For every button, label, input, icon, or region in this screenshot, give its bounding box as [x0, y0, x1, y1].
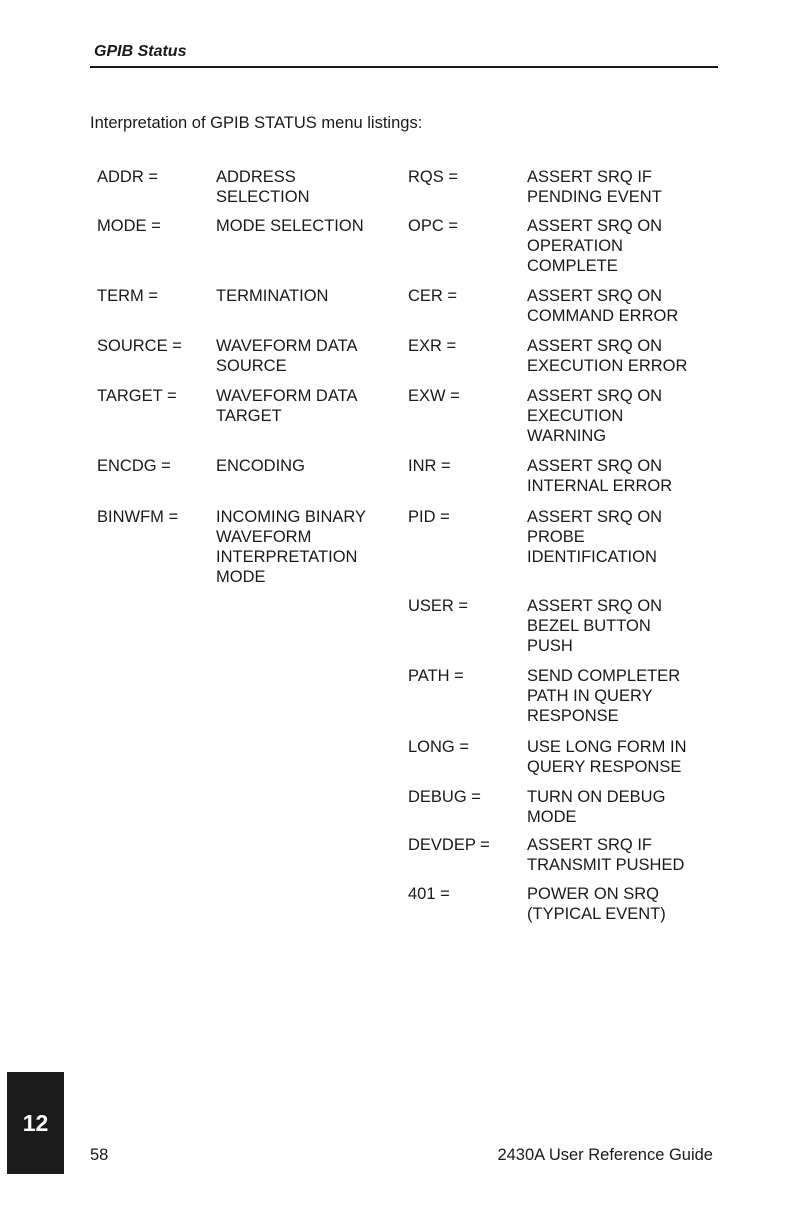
right-term: DEBUG = — [408, 788, 481, 806]
right-desc: ASSERT SRQ ON OPERATION COMPLETE — [527, 217, 663, 275]
left-term: SOURCE = — [97, 337, 182, 355]
left-term: TARGET = — [97, 387, 177, 405]
left-term: MODE = — [97, 217, 161, 235]
left-term: BINWFM = — [97, 508, 179, 526]
left-desc: ENCODING — [216, 457, 305, 475]
right-desc: ASSERT SRQ IF PENDING EVENT — [527, 168, 662, 206]
right-term: EXR = — [408, 337, 457, 355]
right-term: EXW = — [408, 387, 460, 405]
guide-title: 2430A User Reference Guide — [497, 1146, 713, 1164]
left-term: ADDR = — [97, 168, 158, 186]
right-desc: ASSERT SRQ ON INTERNAL ERROR — [527, 457, 673, 495]
right-term: PID = — [408, 508, 450, 526]
left-desc: ADDRESS SELECTION — [216, 168, 310, 206]
right-term: USER = — [408, 597, 469, 615]
page-header-title: GPIB Status — [94, 43, 187, 60]
right-term: OPC = — [408, 217, 458, 235]
right-term: INR = — [408, 457, 451, 475]
right-desc: ASSERT SRQ ON PROBE IDENTIFICATION — [527, 508, 663, 566]
page-number: 58 — [90, 1146, 109, 1164]
right-term: PATH = — [408, 667, 464, 685]
right-desc: ASSERT SRQ ON EXECUTION WARNING — [527, 387, 663, 445]
section-tab-marker — [7, 1072, 64, 1174]
left-desc: MODE SELECTION — [216, 217, 364, 235]
right-desc: POWER ON SRQ (TYPICAL EVENT) — [527, 885, 666, 923]
right-desc: USE LONG FORM IN QUERY RESPONSE — [527, 738, 687, 776]
right-desc: ASSERT SRQ IF TRANSMIT PUSHED — [527, 836, 685, 874]
left-desc: INCOMING BINARY WAVEFORM INTERPRETATION MODE — [216, 508, 367, 586]
right-term: LONG = — [408, 738, 469, 756]
left-term: TERM = — [97, 287, 158, 305]
right-term: 401 = — [408, 885, 450, 903]
right-desc: ASSERT SRQ ON EXECUTION ERROR — [527, 337, 688, 375]
right-desc: ASSERT SRQ ON BEZEL BUTTON PUSH — [527, 597, 663, 655]
right-desc: ASSERT SRQ ON COMMAND ERROR — [527, 287, 679, 325]
right-desc: TURN ON DEBUG MODE — [527, 788, 666, 826]
left-desc: TERMINATION — [216, 287, 329, 305]
right-term: RQS = — [408, 168, 458, 186]
left-desc: WAVEFORM DATA TARGET — [216, 387, 358, 425]
left-desc: WAVEFORM DATA SOURCE — [216, 337, 358, 375]
intro-text: Interpretation of GPIB STATUS menu listings: — [90, 114, 423, 132]
right-term: DEVDEP = — [408, 836, 490, 854]
header-divider — [90, 66, 718, 68]
right-desc: SEND COMPLETER PATH IN QUERY RESPONSE — [527, 667, 681, 725]
left-term: ENCDG = — [97, 457, 171, 475]
right-term: CER = — [408, 287, 458, 305]
section-tab-number: 12 — [22, 1110, 49, 1136]
